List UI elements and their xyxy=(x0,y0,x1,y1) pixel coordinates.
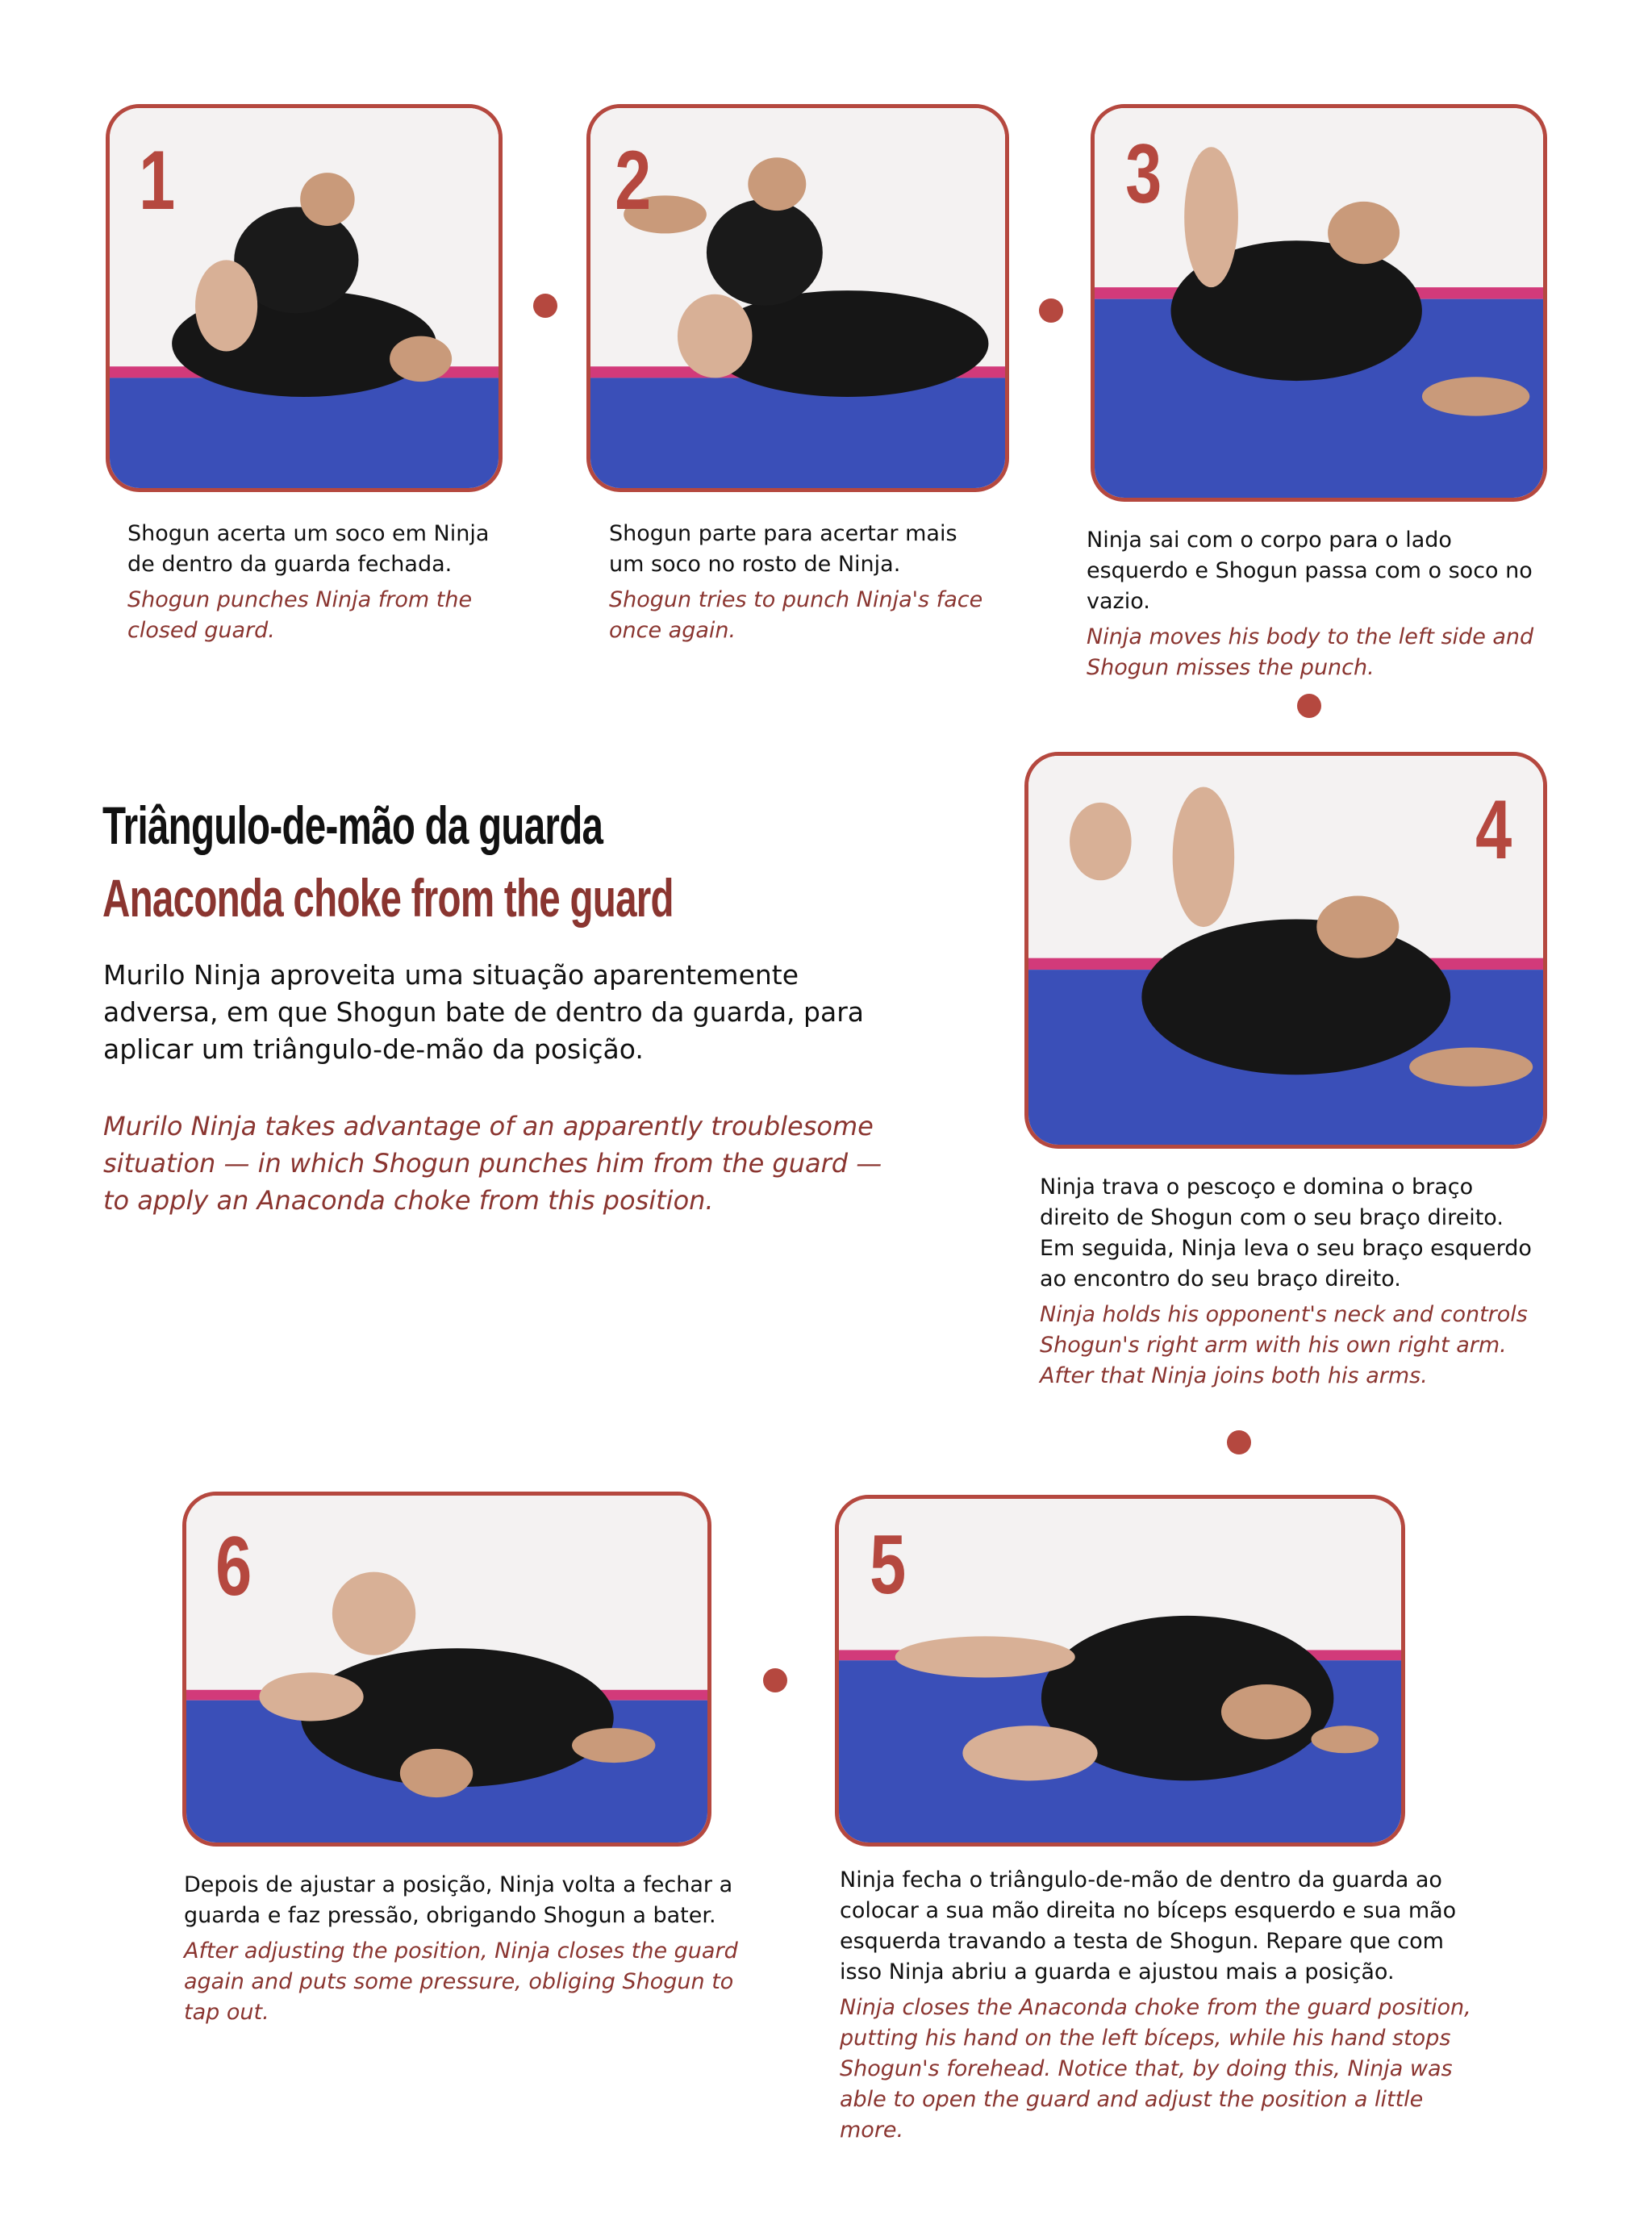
step-2-caption xyxy=(609,519,996,646)
step-1-number: 1 xyxy=(139,134,174,227)
section-title-en: Anaconda choke from the guard xyxy=(102,868,674,928)
step-1-caption-pt: Shogun acerta um soco em Ninja de dentro da guarda fechada. xyxy=(127,521,490,577)
step-6-photo xyxy=(186,1496,707,1842)
step-5-caption xyxy=(840,1865,1489,2146)
step-6-photo-frame xyxy=(182,1492,711,1847)
step-5-caption-pt: Ninja fecha o triângulo-de-mão de dentro da guarda ao colocar a sua mão direita no bíceps esquerdo e sua mão esquerda travando a testa de Shogun. Repare que com isso Ninja abriu a guarda e ajustou mais a posição. xyxy=(840,1868,1457,1984)
connector-dot-1-2 xyxy=(533,294,557,318)
connector-dot-2-3 xyxy=(1039,298,1063,323)
step-6-number: 6 xyxy=(215,1520,251,1613)
section-title-pt: Triângulo-de-mão da guarda xyxy=(102,795,603,855)
step-6-caption-pt: Depois de ajustar a posição, Ninja volta a fechar a guarda e faz pressão, obrigando Shogun a bater. xyxy=(184,1872,733,1928)
step-4-caption-pt: Ninja trava o pescoço e domina o braço direito de Shogun com o seu braço direito. Em seguida, Ninja leva o seu braço esquerdo ao encontro do seu braço direito. xyxy=(1040,1175,1532,1292)
step-5-photo xyxy=(839,1499,1401,1842)
step-5-caption-en: Ninja closes the Anaconda choke from the guard position, putting his hand on the left bíceps, while his hand stops Shogun's forehead. Notice that, by doing this, Ninja was able to open the guard and adjust the position a little more. xyxy=(840,1995,1471,2143)
step-1-photo-frame xyxy=(106,104,503,492)
step-4-photo-frame xyxy=(1024,752,1547,1149)
step-4-caption xyxy=(1040,1172,1540,1392)
step-2-photo-frame xyxy=(586,104,1009,492)
connector-dot-5-6 xyxy=(763,1668,787,1692)
step-6-caption xyxy=(184,1870,749,2028)
step-3-number: 3 xyxy=(1125,127,1161,221)
step-3-photo xyxy=(1095,108,1543,498)
step-2-photo xyxy=(590,108,1005,488)
intro-paragraph-en: Murilo Ninja takes advantage of an apparently troublesome situation — in which Shogun punches him from the guard — to apply an Anaconda choke from this position. xyxy=(103,1111,882,1216)
step-3-caption-pt: Ninja sai com o corpo para o lado esquerdo e Shogun passa com o soco no vazio. xyxy=(1087,528,1533,614)
step-2-caption-pt: Shogun parte para acertar mais um soco no rosto de Ninja. xyxy=(609,521,957,577)
step-6-caption-en: After adjusting the position, Ninja closes the guard again and puts some pressure, obliging Shogun to tap out. xyxy=(184,1938,738,2025)
intro-paragraph-pt: Murilo Ninja aproveita uma situação aparentemente adversa, em que Shogun bate de dentro da guarda, para aplicar um triângulo-de-mão da posição. xyxy=(103,959,864,1065)
step-3-photo-frame xyxy=(1091,104,1547,502)
step-4-number: 4 xyxy=(1475,783,1511,877)
step-1-caption xyxy=(127,519,507,646)
step-2-caption-en: Shogun tries to punch Ninja's face once again. xyxy=(609,587,983,643)
step-5-number: 5 xyxy=(870,1518,905,1612)
step-3-caption xyxy=(1087,525,1554,683)
step-1-caption-en: Shogun punches Ninja from the closed guard. xyxy=(127,587,473,643)
step-3-caption-en: Ninja moves his body to the left side and Shogun misses the punch. xyxy=(1087,624,1534,680)
connector-dot-3-4 xyxy=(1297,694,1321,718)
step-2-number: 2 xyxy=(615,134,650,227)
step-4-caption-en: Ninja holds his opponent's neck and controls Shogun's right arm with his own right arm. After that Ninja joins both his arms. xyxy=(1040,1302,1528,1388)
connector-dot-4-5 xyxy=(1227,1430,1251,1454)
step-4-photo xyxy=(1028,756,1543,1145)
step-5-photo-frame xyxy=(835,1495,1405,1847)
